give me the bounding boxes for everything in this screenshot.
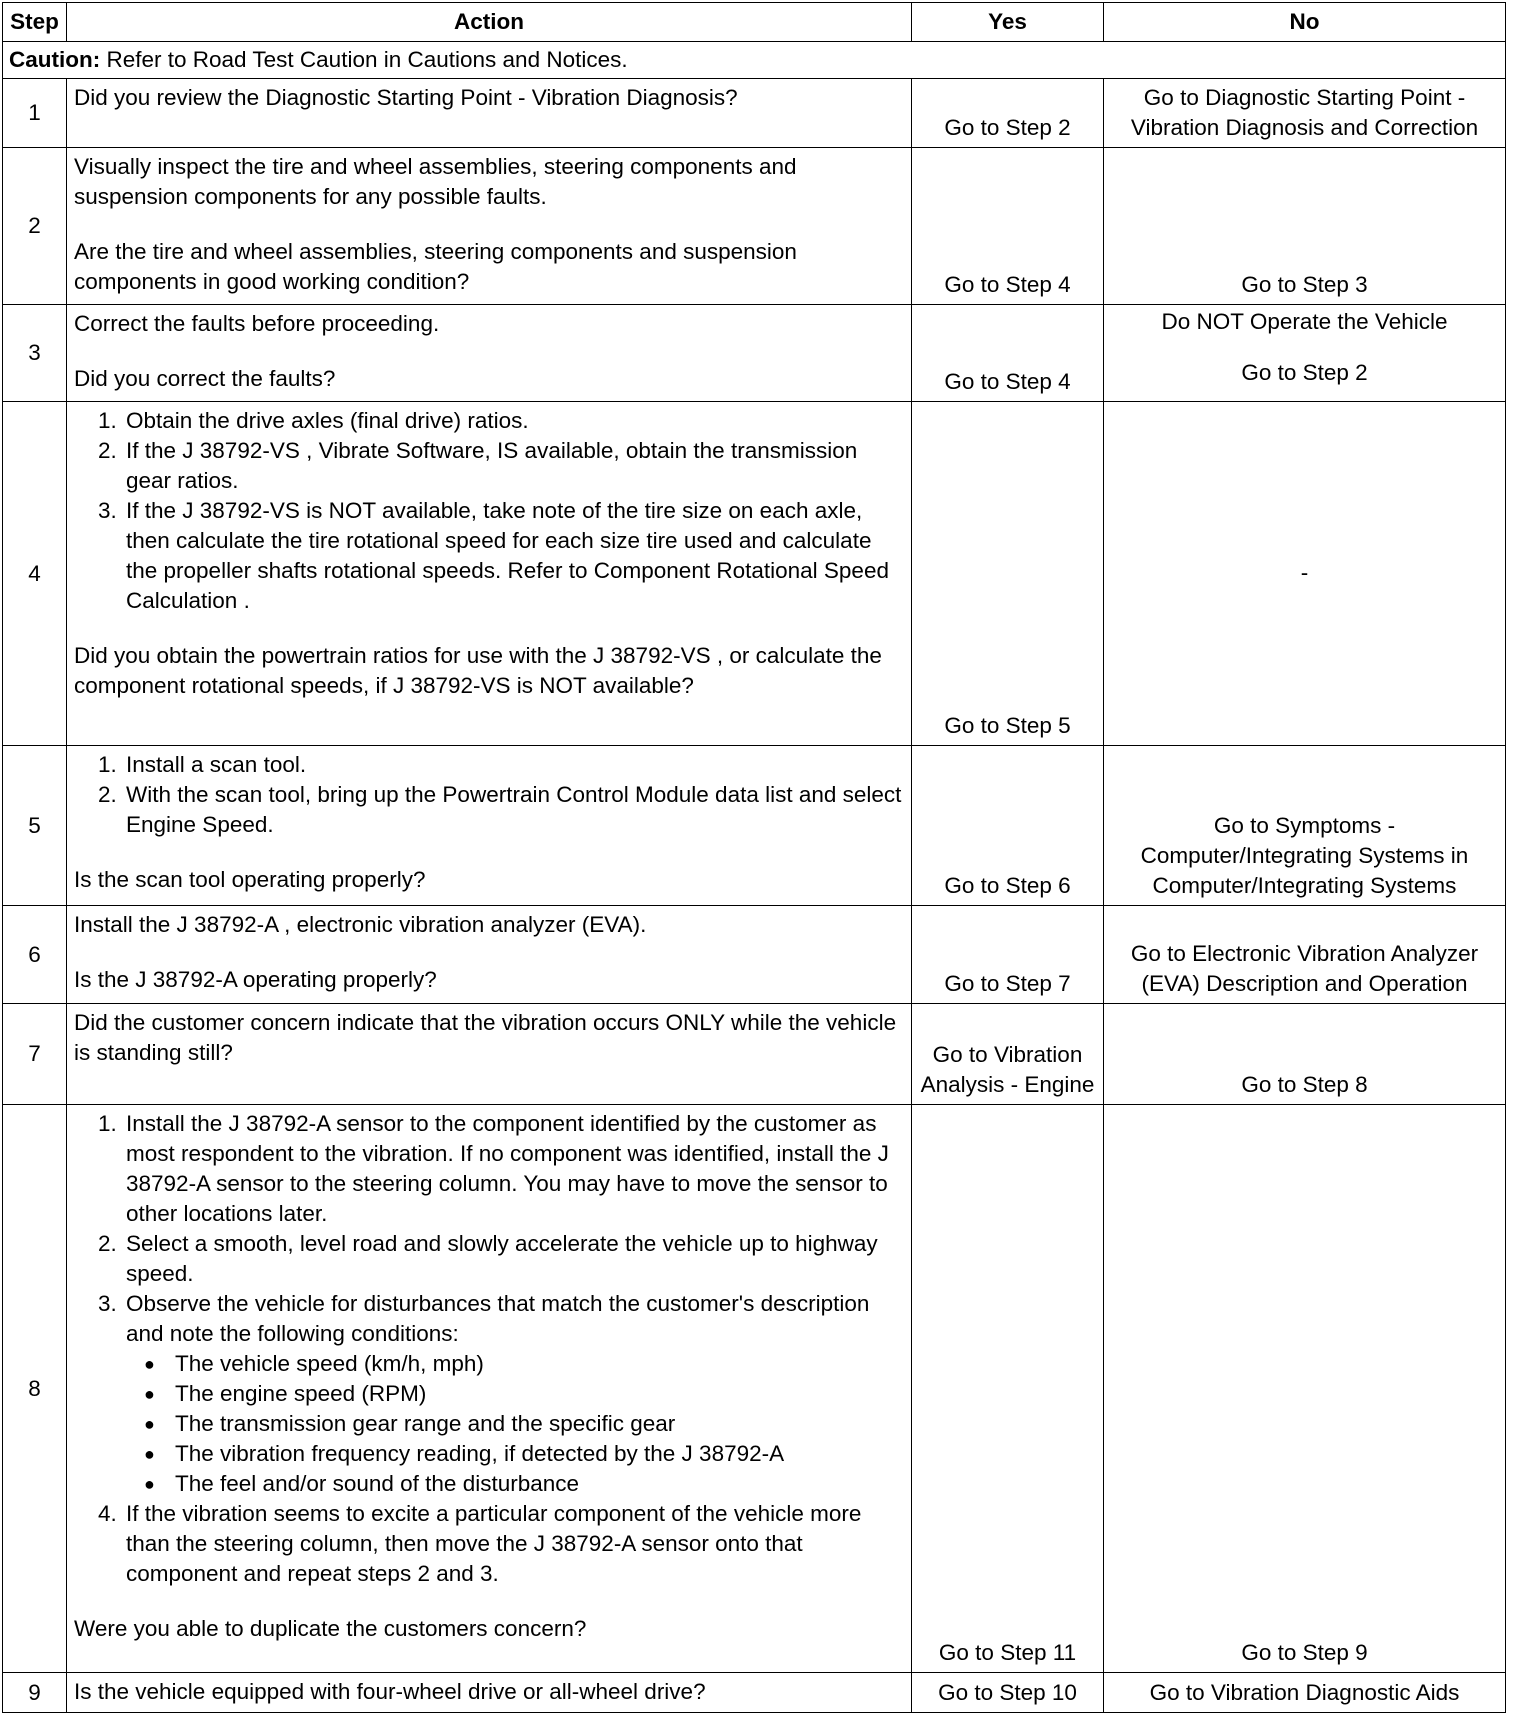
table-row xyxy=(3,79,1506,148)
caution-text: Refer to Road Test Caution in Cautions and Notices. xyxy=(100,47,628,72)
step-number: 6 xyxy=(3,906,67,1004)
list-item-text: Observe the vehicle for disturbances that match the customer's description and note the following conditions: xyxy=(126,1291,870,1346)
yes-result: Go to Step 2 xyxy=(912,79,1104,148)
table-row xyxy=(3,148,1506,305)
list-item: 2. With the scan tool, bring up the Powertrain Control Module data list and select Engine Speed. xyxy=(123,780,905,840)
step-numbered-list xyxy=(74,1109,905,1589)
step-action xyxy=(67,1105,912,1673)
step-action xyxy=(67,305,912,402)
step-numbered-list xyxy=(74,406,905,616)
step-question: Did the customer concern indicate that the vibration occurs ONLY while the vehicle is standing still? xyxy=(74,1010,897,1065)
yes-result: Go to Vibration Analysis - Engine xyxy=(912,1004,1104,1105)
table-row xyxy=(3,1673,1506,1713)
header-step: Step xyxy=(3,3,67,42)
yes-result: Go to Step 10 xyxy=(912,1673,1104,1713)
list-item: 4. If the vibration seems to excite a particular component of the vehicle more than the steering column, then move the J 38792-A sensor onto that component and repeat steps 2 and 3. xyxy=(123,1499,905,1589)
step-question: Were you able to duplicate the customers concern? xyxy=(74,1616,587,1641)
step-numbered-list xyxy=(74,750,905,840)
step-instruction: Visually inspect the tire and wheel assemblies, steering components and suspension components for any possible faults. xyxy=(74,154,797,209)
step-number: 1 xyxy=(3,79,67,148)
table-row xyxy=(3,1105,1506,1673)
yes-result: Go to Step 4 xyxy=(912,305,1104,402)
step-question: Is the vehicle equipped with four-wheel drive or all-wheel drive? xyxy=(74,1679,706,1704)
caution-note xyxy=(3,42,1506,79)
no-result: - xyxy=(1104,402,1506,746)
step-number: 8 xyxy=(3,1105,67,1673)
bullet-item: ● The engine speed (RPM) xyxy=(175,1379,905,1409)
no-result: Go to Electronic Vibration Analyzer (EVA) Description and Operation xyxy=(1104,906,1506,1004)
no-goto: Go to Step 2 xyxy=(1241,360,1368,385)
no-result: Go to Vibration Diagnostic Aids xyxy=(1104,1673,1506,1713)
list-item xyxy=(123,1289,905,1499)
yes-result: Go to Step 11 xyxy=(912,1105,1104,1673)
no-result: Go to Symptoms - Computer/Integrating Systems in Computer/Integrating Systems xyxy=(1104,746,1506,906)
yes-result: Go to Step 6 xyxy=(912,746,1104,906)
no-result: Go to Diagnostic Starting Point - Vibration Diagnosis and Correction xyxy=(1104,79,1506,148)
step-action xyxy=(67,79,912,148)
header-row xyxy=(3,3,1506,42)
table-row xyxy=(3,906,1506,1004)
list-item: 1. Obtain the drive axles (final drive) ratios. xyxy=(123,406,905,436)
step-number: 2 xyxy=(3,148,67,305)
list-item: 2. Select a smooth, level road and slowly accelerate the vehicle up to highway speed. xyxy=(123,1229,905,1289)
step-action xyxy=(67,1673,912,1713)
bullet-item: ● The vibration frequency reading, if detected by the J 38792-A xyxy=(175,1439,905,1469)
step-question: Are the tire and wheel assemblies, steering components and suspension components in good working condition? xyxy=(74,239,797,294)
step-action xyxy=(67,148,912,305)
step-instruction: Correct the faults before proceeding. xyxy=(74,311,440,336)
yes-result: Go to Step 7 xyxy=(912,906,1104,1004)
no-warning: Do NOT Operate the Vehicle xyxy=(1161,309,1448,334)
no-result: Go to Step 9 xyxy=(1104,1105,1506,1673)
step-question: Did you review the Diagnostic Starting Point - Vibration Diagnosis? xyxy=(74,85,738,110)
header-action: Action xyxy=(67,3,912,42)
step-number: 7 xyxy=(3,1004,67,1105)
step-question: Is the scan tool operating properly? xyxy=(74,867,426,892)
bullet-item: ● The vehicle speed (km/h, mph) xyxy=(175,1349,905,1379)
no-result: Go to Step 3 xyxy=(1104,148,1506,305)
step-action xyxy=(67,746,912,906)
no-result: Go to Step 8 xyxy=(1104,1004,1506,1105)
step-action xyxy=(67,1004,912,1105)
step-action xyxy=(67,906,912,1004)
condition-bullet-list xyxy=(126,1349,905,1499)
diagnostic-table-page xyxy=(2,2,1505,1713)
table-row xyxy=(3,402,1506,746)
table-row xyxy=(3,1004,1506,1105)
bullet-item: ● The transmission gear range and the specific gear xyxy=(175,1409,905,1439)
caution-label: Caution: xyxy=(9,47,101,72)
diagnostic-table xyxy=(2,2,1506,1713)
header-yes: Yes xyxy=(912,3,1104,42)
step-question: Did you obtain the powertrain ratios for use with the J 38792-VS , or calculate the component rotational speeds, if J 38792-VS is NOT available? xyxy=(74,643,882,698)
step-instruction: Install the J 38792-A , electronic vibration analyzer (EVA). xyxy=(74,912,647,937)
list-item: 1. Install the J 38792-A sensor to the component identified by the customer as most respondent to the vibration. If no component was identified, install the J 38792-A sensor to the steering column. You may have to move the sensor to other locations later. xyxy=(123,1109,905,1229)
list-item: 2. If the J 38792-VS , Vibrate Software, IS available, obtain the transmission gear ratios. xyxy=(123,436,905,496)
bullet-item: ● The feel and/or sound of the disturbance xyxy=(175,1469,905,1499)
step-number: 4 xyxy=(3,402,67,746)
table-row xyxy=(3,305,1506,402)
table-row xyxy=(3,746,1506,906)
step-number: 3 xyxy=(3,305,67,402)
step-question: Is the J 38792-A operating properly? xyxy=(74,967,437,992)
step-action xyxy=(67,402,912,746)
yes-result: Go to Step 4 xyxy=(912,148,1104,305)
list-item: 3. If the J 38792-VS is NOT available, take note of the tire size on each axle, then calculate the tire rotational speed for each size tire used and calculate the propeller shafts rotational speeds. Refer to Component Rotational Speed Calculation . xyxy=(123,496,905,616)
list-item: 1. Install a scan tool. xyxy=(123,750,905,780)
header-no: No xyxy=(1104,3,1506,42)
step-number: 5 xyxy=(3,746,67,906)
step-number: 9 xyxy=(3,1673,67,1713)
yes-result: Go to Step 5 xyxy=(912,402,1104,746)
no-result xyxy=(1104,305,1506,402)
caution-row xyxy=(3,42,1506,79)
step-question: Did you correct the faults? xyxy=(74,366,336,391)
